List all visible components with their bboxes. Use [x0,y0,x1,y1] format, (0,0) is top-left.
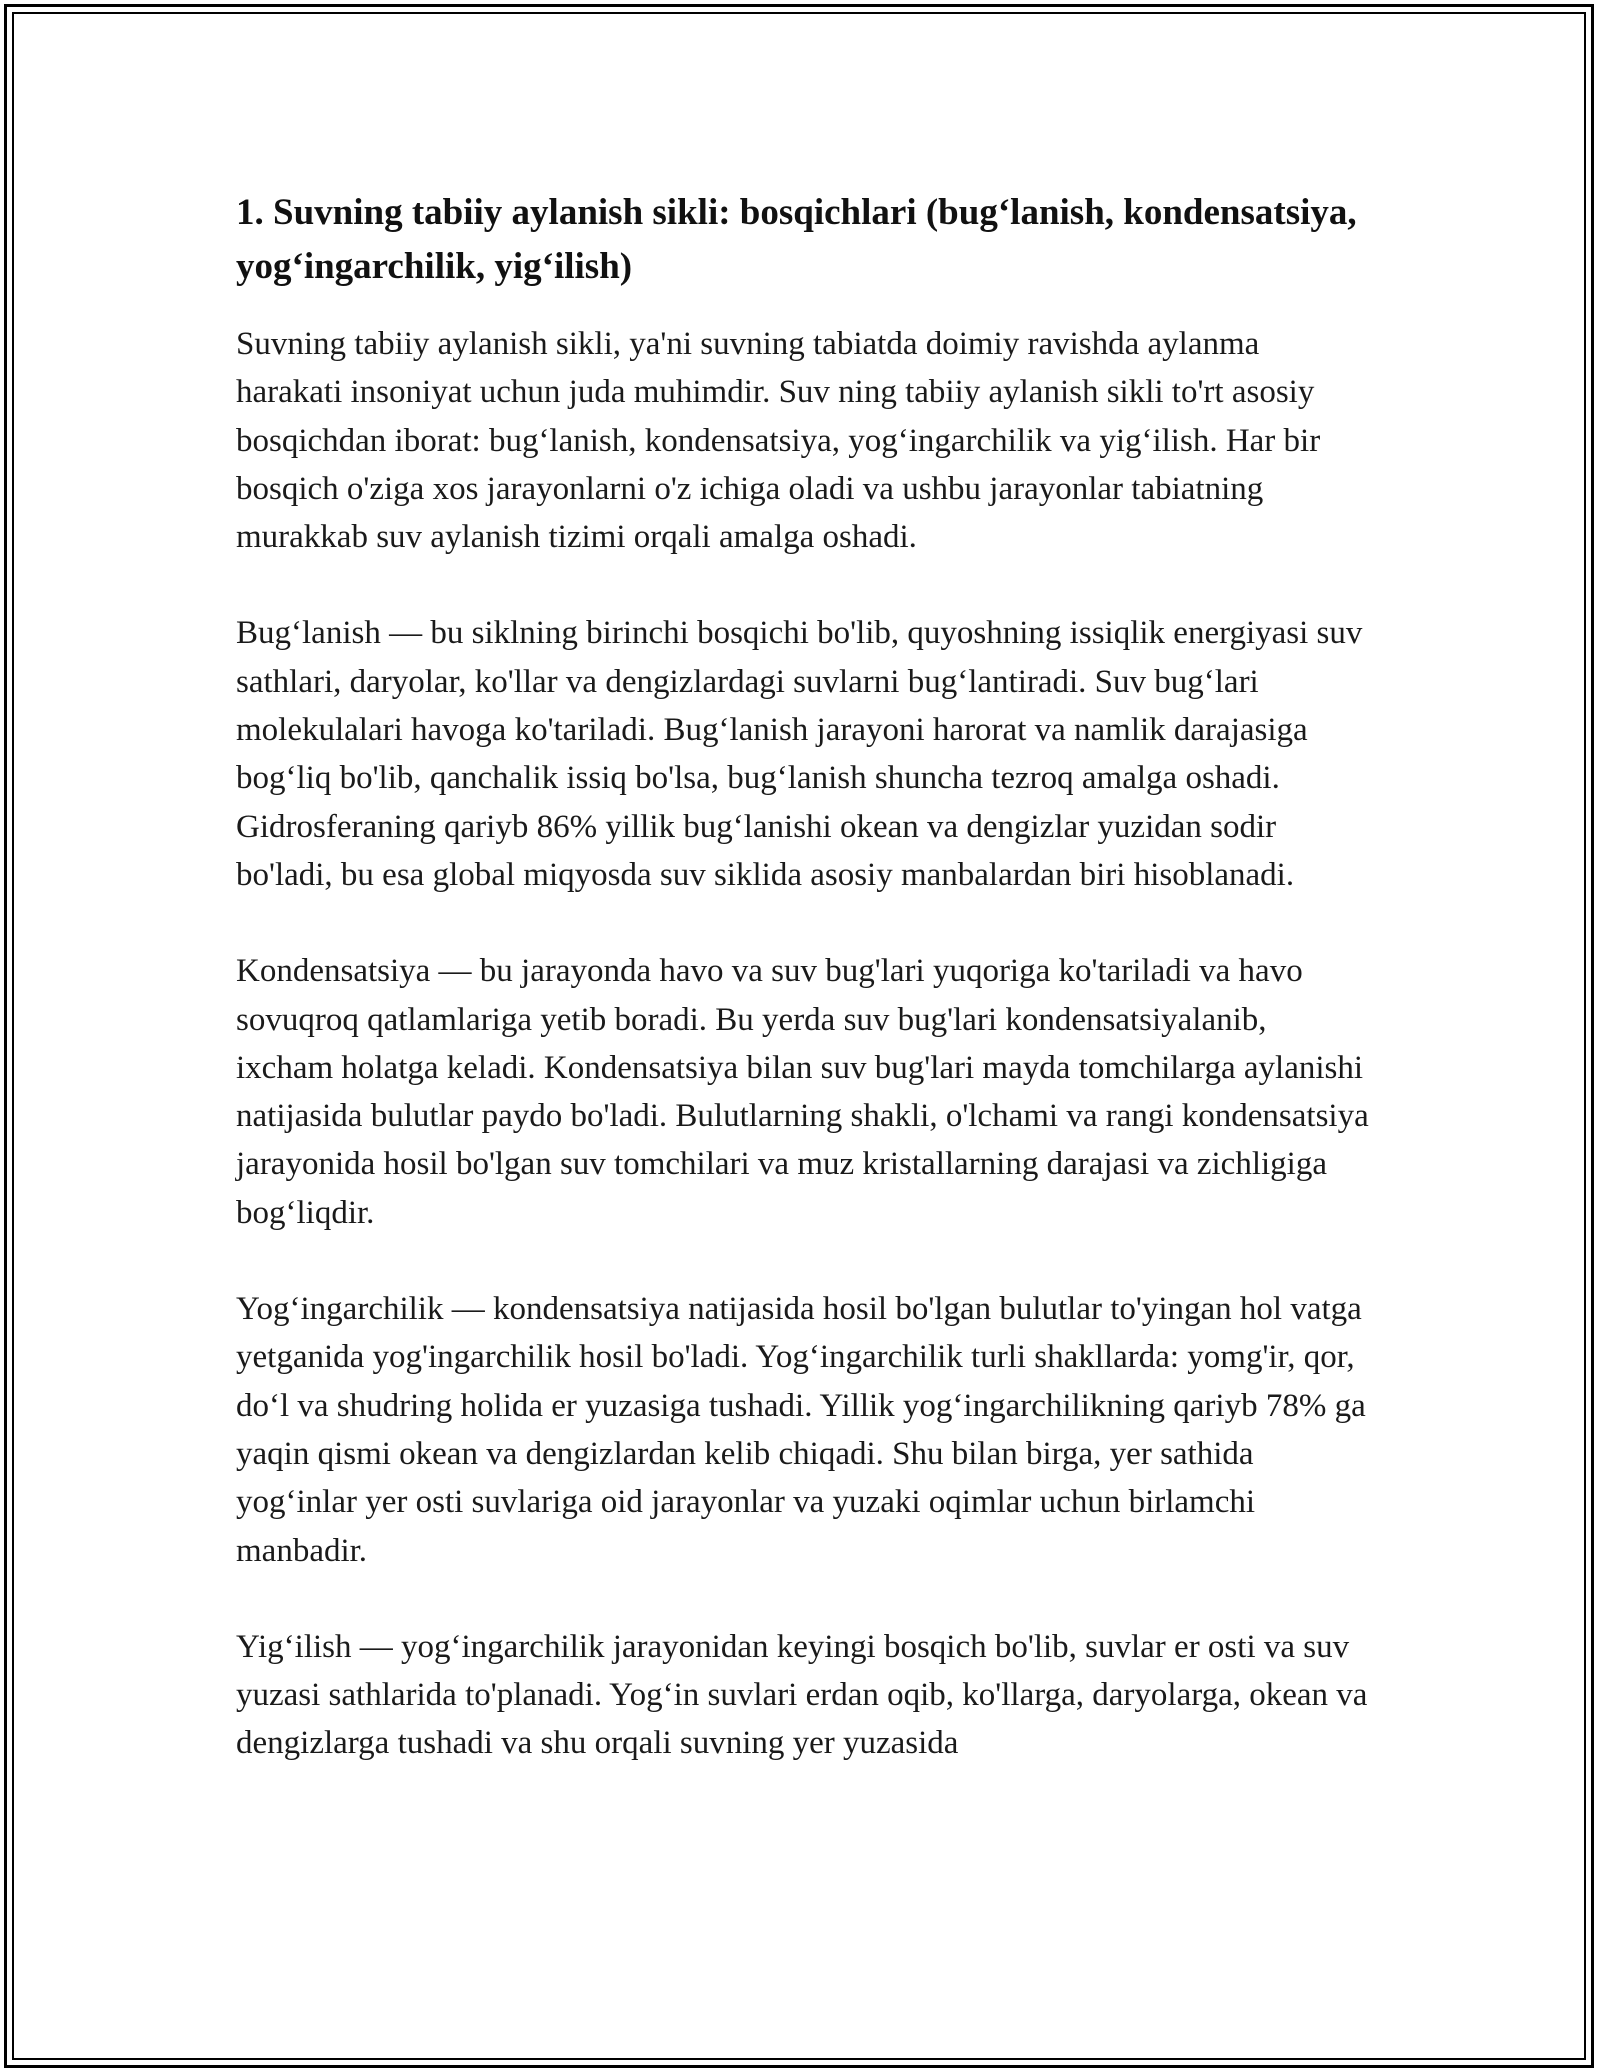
document-body [236,186,1371,1816]
document-title: 1. Suvning tabiiy aylanish sikli: bosqichlari (bug‘lanish, kondensatsiya, yog‘ingarchilik, yig‘ilish) [236,192,1357,287]
paragraph-intro: Suvning tabiiy aylanish sikli, ya'ni suvning tabiatda doimiy ravishda aylanma harakati insoniyat uchun juda muhimdir. Suv ning tabiiy aylanish sikli to'rt asosiy bosqichdan iborat: bug‘lanish, kondensatsiya, yog‘ingarchilik va yig‘ilish. Har bir bosqich o'ziga xos jarayonlarni o'z ichiga oladi va ushbu jarayonlar tabiatning murakkab suv aylanish tizimi orqali amalga oshadi. [236,326,1321,556]
paragraph-condensation: Kondensatsiya — bu jarayonda havo va suv bug'lari yuqoriga ko'tariladi va havo sovuqroq qatlamlariga yetib boradi. Bu yerda suv bug'lari kondensatsiyalanib, ixcham holatga keladi. Kondensatsiya bilan suv bug'lari mayda tomchilarga aylanishi natijasida bulutlar paydo bo'ladi. Bulutlarning shakli, o'lchami va rangi kondensatsiya jarayonida hosil bo'lgan suv tomchilari va muz kristallarning darajasi va zichligiga bog‘liqdir. [236,953,1369,1231]
paragraph-collection: Yig‘ilish — yog‘ingarchilik jarayonidan keyingi bosqich bo'lib, suvlar er osti va suv yuzasi sathlarida to'planadi. Yog‘in suvlari erdan oqib, ko'llarga, daryolarga, okean va dengizlarga tushadi va shu orqali suvning yer yuzasida [236,1628,1368,1762]
paragraph-precipitation: Yog‘ingarchilik — kondensatsiya natijasida hosil bo'lgan bulutlar to'yingan hol vatga yetganida yog'ingarchilik hosil bo'ladi. Yog‘ingarchilik turli shakllarda: yomg'ir, qor, do‘l va shudring holida er yuzasiga tushadi. Yillik yog‘ingarchilikning qariyb 78% ga yaqin qismi okean va dengizlardan kelib chiqadi. Shu bilan birga, yer sathida yog‘inlar yer osti suvlariga oid jarayonlar va yuzaki oqimlar uchun birlamchi manbadir. [236,1291,1366,1569]
paragraph-evaporation: Bug‘lanish — bu siklning birinchi bosqichi bo'lib, quyoshning issiqlik energiyasi suv sathlari, daryolar, ko'llar va dengizlardagi suvlarni bug‘lantiradi. Suv bug‘lari molekulalari havoga ko'tariladi. Bug‘lanish jarayoni harorat va namlik darajasiga bog‘liq bo'lib, qanchalik issiq bo'lsa, bug‘lanish shuncha tezroq amalga oshadi. Gidrosferaning qariyb 86% yillik bug‘lanishi okean va dengizlar yuzidan sodir bo'ladi, bu esa global miqyosda suv siklida asosiy manbalardan biri hisoblanadi. [236,615,1363,893]
